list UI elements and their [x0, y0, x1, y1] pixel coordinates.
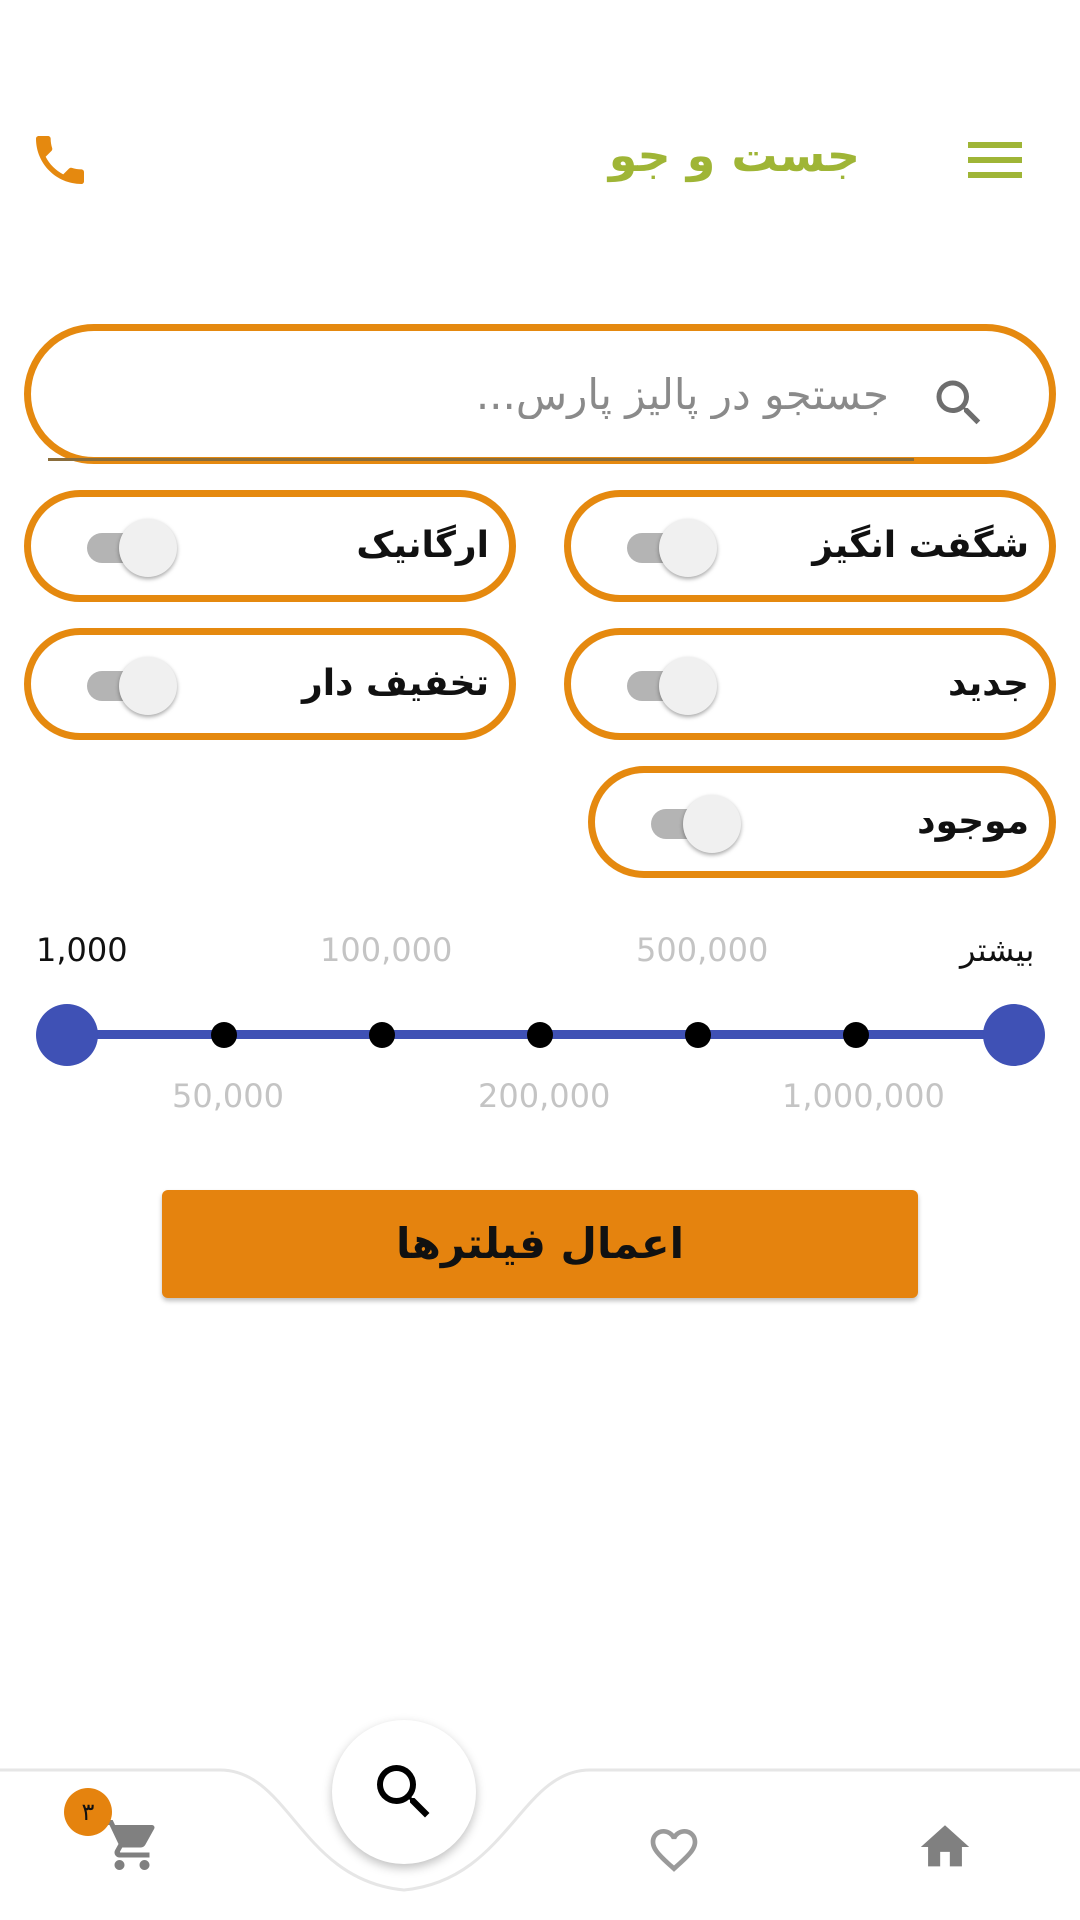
toggle-thumb — [119, 657, 177, 715]
price-tick-1000000: 1,000,000 — [782, 1077, 945, 1115]
cart-count-badge: ۳ — [64, 1788, 112, 1836]
toggle-thumb — [119, 519, 177, 577]
search-input[interactable] — [31, 331, 1049, 457]
filter-label: ارگانیک — [356, 525, 489, 566]
filter-discounted[interactable] — [24, 628, 516, 740]
search-icon[interactable] — [929, 373, 989, 433]
price-tick-100000: 100,000 — [320, 931, 453, 969]
price-tick-500000: 500,000 — [636, 931, 769, 969]
filter-label: جدید — [947, 663, 1029, 704]
filter-label: موجود — [917, 801, 1029, 842]
range-step-dot — [843, 1022, 869, 1048]
filter-organic[interactable] — [24, 490, 516, 602]
toggle-switch[interactable] — [623, 519, 719, 575]
home-icon[interactable] — [914, 1818, 976, 1876]
range-step-dot — [369, 1022, 395, 1048]
page-title: جست و جو — [608, 128, 860, 182]
range-max-handle[interactable] — [983, 1004, 1045, 1066]
search-icon — [368, 1756, 440, 1828]
price-tick-50000: 50,000 — [172, 1077, 284, 1115]
filter-label: شگفت انگیز — [812, 525, 1029, 566]
heart-icon[interactable] — [644, 1822, 704, 1878]
price-tick-200000: 200,000 — [478, 1077, 611, 1115]
toggle-thumb — [659, 519, 717, 577]
range-step-dot — [527, 1022, 553, 1048]
apply-filters-button[interactable]: اعمال فیلترها — [162, 1190, 918, 1298]
cart-icon[interactable] — [100, 1815, 164, 1875]
search-underline — [48, 458, 914, 461]
toggle-switch[interactable] — [83, 657, 179, 713]
menu-icon[interactable] — [964, 136, 1026, 184]
phone-icon[interactable] — [28, 128, 92, 192]
toggle-thumb — [659, 657, 717, 715]
search-bar — [24, 324, 1056, 464]
filter-label: تخفیف دار — [301, 663, 489, 704]
toggle-thumb — [683, 795, 741, 853]
range-step-dot — [685, 1022, 711, 1048]
filter-new[interactable] — [564, 628, 1056, 740]
toggle-switch[interactable] — [83, 519, 179, 575]
price-tick-more: بیشتر — [960, 931, 1035, 969]
range-min-handle[interactable] — [36, 1004, 98, 1066]
price-tick-1000: 1,000 — [36, 931, 128, 969]
toggle-switch[interactable] — [623, 657, 719, 713]
search-fab-button[interactable] — [332, 1720, 476, 1864]
app-header — [0, 0, 1080, 260]
range-step-dot — [211, 1022, 237, 1048]
toggle-switch[interactable] — [647, 795, 743, 851]
filter-available[interactable] — [588, 766, 1056, 878]
filter-amazing[interactable] — [564, 490, 1056, 602]
